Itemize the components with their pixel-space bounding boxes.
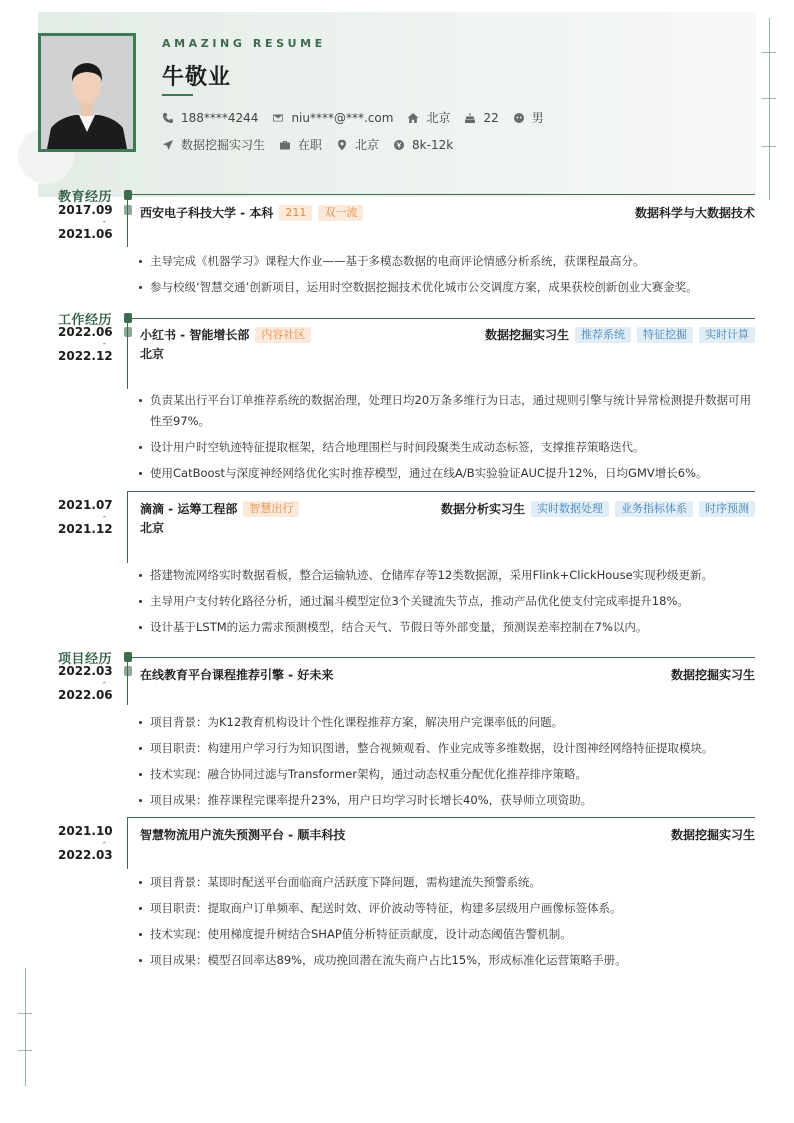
- gender-icon: [513, 112, 525, 124]
- phone-info: [162, 111, 258, 125]
- edu-date-range: [58, 203, 113, 241]
- gender-info: [513, 109, 544, 126]
- location-pin-icon: [336, 139, 348, 151]
- phone-text: 188****4244: [181, 110, 259, 125]
- name-underline: [162, 94, 193, 96]
- start-date: 2017.09: [58, 203, 113, 217]
- status-info: [279, 136, 322, 153]
- school-name: 西安电子科技大学 - 本科: [140, 206, 274, 220]
- send-icon: [162, 139, 174, 151]
- projects-section-line: [128, 657, 755, 658]
- list-item: 项目成果：推荐课程完课率提升23%，用户日均学习时长增长40%，获导师立项资助。: [136, 790, 756, 811]
- work-section-title: 工作经历: [58, 313, 113, 328]
- company-name: 小红书 - 智能增长部: [140, 328, 250, 342]
- date-separator: -: [102, 678, 106, 688]
- phone-icon: [162, 112, 174, 124]
- work-date-range: [58, 325, 113, 363]
- header-background: [38, 12, 756, 197]
- location-info: [336, 136, 379, 153]
- list-item: 项目职责：提取商户订单频率、配送时效、评价波动等特征，构建多层级用户画像标签体系。: [136, 898, 756, 919]
- section-marker: [124, 313, 132, 323]
- skill-tag: 时序预测: [699, 501, 755, 517]
- skill-tag: 实时计算: [699, 327, 755, 343]
- list-item: 技术实现：使用梯度提升树结合SHAP值分析特征贡献度，设计动态阈值告警机制。: [136, 924, 756, 945]
- email-text: niu****@***.com: [291, 110, 394, 125]
- home-icon: [407, 112, 419, 124]
- job-city: 北京: [140, 347, 165, 361]
- skill-tag: 特征挖掘: [637, 327, 693, 343]
- age-info: [464, 111, 498, 125]
- list-item: 负责某出行平台订单推荐系统的数据治理，处理日均20万条多维行为日志，通过规则引擎与统计异常检测提升数据可用性至97%。: [136, 390, 756, 432]
- skill-tag: 推荐系统: [575, 327, 631, 343]
- date-separator: -: [102, 217, 106, 227]
- avatar-photo-icon: [41, 36, 133, 149]
- hometown-text: 北京: [426, 111, 451, 125]
- work-entry-header: [140, 500, 755, 517]
- education-section-line: [128, 194, 755, 195]
- project-entry-header: [140, 666, 755, 683]
- project-name: 智慧物流用户流失预测平台 - 顺丰科技: [140, 828, 346, 842]
- hometown-info: [407, 109, 450, 126]
- timeline-dot: [124, 327, 132, 337]
- date-separator: -: [102, 512, 106, 522]
- company-tag: 内容社区: [255, 327, 311, 343]
- timeline-segment: [127, 657, 128, 705]
- mail-icon: [272, 112, 284, 124]
- project-name: 在线教育平台课程推荐引擎 - 好未来: [140, 668, 334, 682]
- decor-tick: [762, 52, 776, 53]
- timeline-dot: [124, 205, 132, 215]
- list-item: 使用CatBoost与深度神经网络优化实时推荐模型，通过在线A/B实验验证AUC提升12%，日均GMV增长6%。: [136, 463, 756, 484]
- age-text: 22: [483, 110, 499, 125]
- work-section-line: [128, 318, 755, 319]
- list-item: 搭建物流网络实时数据看板，整合运输轨迹、仓储库存等12类数据源，采用Flink+ClickHouse实现秒级更新。: [136, 565, 756, 586]
- brand-label: AMAZING RESUME: [162, 37, 326, 50]
- education-section-title: 教育经历: [58, 190, 113, 205]
- company-name: 滴滴 - 运筹工程部: [140, 502, 238, 516]
- salary-info: [393, 138, 453, 152]
- school-tag: 双一流: [318, 205, 363, 221]
- project-bullet-list: [136, 872, 756, 976]
- start-date: 2021.10: [58, 824, 113, 838]
- list-item: 项目成果：模型召回率达89%，成功挽回潜在流失商户占比15%，形成标准化运营策略手册。: [136, 950, 756, 971]
- briefcase-icon: [279, 139, 291, 151]
- decor-tick: [762, 146, 776, 147]
- end-date: 2021.06: [58, 227, 113, 241]
- email-info: [272, 111, 393, 125]
- project-role: 数据挖掘实习生: [670, 828, 755, 842]
- major-name: 数据科学与大数据技术: [634, 206, 755, 220]
- project-role: 数据挖掘实习生: [670, 668, 755, 682]
- job-info-row: [162, 136, 467, 153]
- decor-tick: [18, 1050, 32, 1051]
- list-item: 技术实现：融合协同过滤与Transformer架构，通过动态权重分配优化推荐排序策略。: [136, 764, 756, 785]
- timeline-segment: [127, 491, 128, 563]
- end-date: 2021.12: [58, 522, 113, 536]
- salary-text: 8k-12k: [412, 137, 454, 152]
- target-position-info: [162, 136, 265, 153]
- timeline-segment: [127, 318, 128, 389]
- project-entry-header: [140, 826, 755, 843]
- list-item: 项目背景：为K12教育机构设计个性化课程推荐方案，解决用户完课率低的问题。: [136, 712, 756, 733]
- edu-entry-header: [140, 204, 755, 221]
- location-text: 北京: [355, 138, 380, 152]
- money-icon: [393, 139, 405, 151]
- end-date: 2022.12: [58, 349, 113, 363]
- date-separator: -: [102, 838, 106, 848]
- section-marker: [124, 652, 132, 662]
- project-bullet-list: [136, 712, 756, 816]
- timeline-segment: [127, 194, 128, 247]
- skill-tag: 实时数据处理: [531, 501, 609, 517]
- entry-divider: [128, 491, 755, 492]
- timeline-segment: [127, 817, 128, 869]
- list-item: 参与校级‘智慧交通’创新项目，运用时空数据挖掘技术优化城市公交调度方案，成果获校创新创业大赛金奖。: [136, 277, 756, 298]
- target-position-text: 数据挖掘实习生: [181, 138, 266, 152]
- section-marker: [124, 190, 132, 200]
- timeline-dot: [124, 666, 132, 676]
- list-item: 项目背景：某即时配送平台面临商户活跃度下降问题，需构建流失预警系统。: [136, 872, 756, 893]
- list-item: 设计用户时空轨迹特征提取框架，结合地理围栏与时间段聚类生成动态标签，支撑推荐策略迭代。: [136, 437, 756, 458]
- entry-divider: [128, 817, 755, 818]
- start-date: 2022.06: [58, 325, 113, 339]
- decor-tick: [762, 98, 776, 99]
- decor-line-left: [25, 968, 26, 1086]
- school-tag: 211: [279, 205, 312, 221]
- end-date: 2022.03: [58, 848, 113, 862]
- edu-bullet-list: [136, 251, 756, 303]
- job-city: 北京: [140, 521, 165, 535]
- profile-photo: [38, 33, 136, 152]
- list-item: 设计基于LSTM的运力需求预测模型，结合天气、节假日等外部变量，预测误差率控制在7%以内。: [136, 617, 756, 638]
- company-tag: 智慧出行: [243, 501, 299, 517]
- work-date-range: [58, 498, 113, 536]
- start-date: 2021.07: [58, 498, 113, 512]
- project-date-range: [58, 664, 113, 702]
- end-date: 2022.06: [58, 688, 113, 702]
- start-date: 2022.03: [58, 664, 113, 678]
- work-bullet-list: [136, 390, 756, 489]
- list-item: 主导完成《机器学习》课程大作业——基于多模态数据的电商评论情感分析系统，获课程最高分。: [136, 251, 756, 272]
- date-separator: -: [102, 339, 106, 349]
- decor-line-right: [769, 18, 770, 200]
- project-date-range: [58, 824, 113, 862]
- candidate-name: 牛敬业: [162, 65, 232, 90]
- job-role: 数据分析实习生: [440, 502, 525, 516]
- skill-tag: 业务指标体系: [615, 501, 693, 517]
- projects-section-title: 项目经历: [58, 652, 113, 667]
- gender-text: 男: [531, 111, 544, 125]
- contact-info-row: [162, 109, 558, 126]
- decor-tick: [18, 1013, 32, 1014]
- work-bullet-list: [136, 565, 756, 643]
- work-entry-header: [140, 326, 755, 343]
- list-item: 主导用户支付转化路径分析，通过漏斗模型定位3个关键流失节点，推动产品优化使支付完成率提升18%。: [136, 591, 756, 612]
- status-text: 在职: [298, 138, 323, 152]
- list-item: 项目职责：构建用户学习行为知识图谱，整合视频观看、作业完成等多维数据，设计图神经网络特征提取模块。: [136, 738, 756, 759]
- job-role: 数据挖掘实习生: [484, 328, 569, 342]
- cake-icon: [464, 112, 476, 124]
